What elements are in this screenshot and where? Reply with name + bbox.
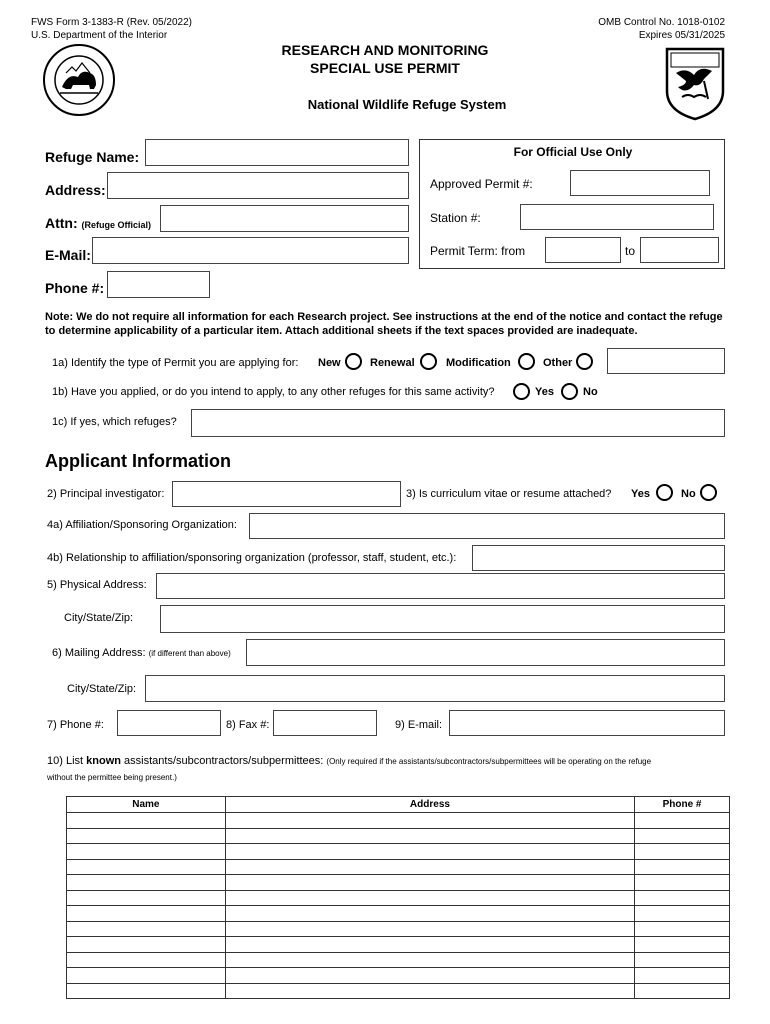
- table-row: [67, 890, 730, 906]
- address-input[interactable]: [107, 172, 409, 199]
- fws-shield-logo: [664, 45, 726, 121]
- assistant-address-cell[interactable]: [225, 937, 634, 953]
- station-label: Station #:: [430, 211, 481, 225]
- assistants-table-header: [67, 797, 730, 813]
- assistant-address-cell[interactable]: [225, 844, 634, 860]
- form-title-line1: RESEARCH AND MONITORING: [281, 42, 489, 58]
- assistant-address-cell[interactable]: [225, 921, 634, 937]
- assistants-col-address: Address: [225, 797, 634, 813]
- assistant-address-cell[interactable]: [225, 813, 634, 829]
- assistant-name-cell[interactable]: [67, 937, 226, 953]
- cv-no-radio[interactable]: [700, 484, 717, 501]
- other-refuges-no-label: No: [583, 386, 598, 398]
- assistant-name-cell[interactable]: [67, 859, 226, 875]
- assistant-name-cell[interactable]: [67, 921, 226, 937]
- assistant-name-cell[interactable]: [67, 813, 226, 829]
- station-input[interactable]: [520, 204, 714, 230]
- omb-control: OMB Control No. 1018-0102: [598, 17, 725, 28]
- approved-permit-label: Approved Permit #:: [430, 177, 533, 191]
- assistant-address-cell[interactable]: [225, 906, 634, 922]
- permit-term-to-label: to: [625, 244, 636, 258]
- assistants-label-post: assistants/subcontractors/subpermittees:: [120, 755, 324, 767]
- table-row: [67, 875, 730, 891]
- table-row: [67, 983, 730, 999]
- assistant-phone-cell[interactable]: [635, 921, 730, 937]
- applicant-info-heading: Applicant Information: [45, 451, 231, 471]
- fax-label: 8) Fax #:: [226, 719, 270, 731]
- cv-attached-label: 3) Is curriculum vitae or resume attached?: [406, 488, 612, 500]
- which-refuges-input[interactable]: [191, 409, 725, 437]
- permit-type-renewal-radio[interactable]: [420, 353, 437, 370]
- address-label: Address:: [45, 182, 106, 198]
- table-row: [67, 921, 730, 937]
- relationship-label: 4b) Relationship to affiliation/sponsoring organization (professor, staff, student, etc.):: [47, 552, 457, 564]
- relationship-input[interactable]: [472, 545, 725, 571]
- phone-label: Phone #:: [45, 280, 105, 296]
- which-refuges-label: 1c) If yes, which refuges?: [52, 416, 177, 428]
- assistants-label-bold: known: [86, 755, 121, 767]
- refuge-name-label: Refuge Name:: [45, 149, 140, 165]
- principal-investigator-label: 2) Principal investigator:: [47, 488, 165, 500]
- assistant-name-cell[interactable]: [67, 983, 226, 999]
- city-state-zip-input-2[interactable]: [145, 675, 725, 702]
- affiliation-label: 4a) Affiliation/Sponsoring Organization:: [47, 519, 237, 531]
- physical-address-label: 5) Physical Address:: [47, 579, 147, 591]
- permit-type-modification-label: Modification: [446, 357, 511, 369]
- assistant-name-cell[interactable]: [67, 828, 226, 844]
- mailing-address-label: [52, 647, 231, 659]
- permit-type-new-radio[interactable]: [345, 353, 362, 370]
- assistants-label-pre: 10) List: [47, 755, 87, 767]
- assistant-phone-cell[interactable]: [635, 844, 730, 860]
- cv-yes-label: Yes: [631, 488, 650, 500]
- official-use-title: For Official Use Only: [513, 145, 633, 159]
- table-row: [67, 859, 730, 875]
- assistant-address-cell[interactable]: [225, 859, 634, 875]
- assistant-name-cell[interactable]: [67, 952, 226, 968]
- attn-label-text: Attn:: [45, 215, 78, 231]
- mailing-address-label-text: 6) Mailing Address:: [52, 647, 146, 659]
- assistant-phone-cell[interactable]: [635, 952, 730, 968]
- assistant-phone-cell[interactable]: [635, 813, 730, 829]
- assistant-address-cell[interactable]: [225, 875, 634, 891]
- assistant-name-cell[interactable]: [67, 968, 226, 984]
- other-refuges-no-radio[interactable]: [561, 383, 578, 400]
- permit-type-renewal-label: Renewal: [370, 357, 415, 369]
- assistant-name-cell[interactable]: [67, 844, 226, 860]
- permit-term-to-input[interactable]: [640, 237, 719, 263]
- assistant-phone-cell[interactable]: [635, 828, 730, 844]
- permit-type-modification-radio[interactable]: [518, 353, 535, 370]
- form-subtitle: National Wildlife Refuge System: [307, 97, 507, 112]
- assistant-phone-cell[interactable]: [635, 906, 730, 922]
- instructions-note: Note: We do not require all information for each Research project. See instructions at the end of the notice and contact the refuge to determine applicability of a particular item. Attach additional sheets if the text spaces provided are inadequate.: [45, 311, 723, 337]
- assistant-address-cell[interactable]: [225, 890, 634, 906]
- assistants-col-phone: Phone #: [635, 797, 730, 813]
- assistant-phone-cell[interactable]: [635, 983, 730, 999]
- city-state-zip-label-1: City/State/Zip:: [64, 612, 134, 624]
- city-state-zip-label-2: City/State/Zip:: [67, 683, 137, 695]
- assistant-address-cell[interactable]: [225, 952, 634, 968]
- form-title-line2: SPECIAL USE PERMIT: [310, 60, 460, 76]
- permit-type-other-radio[interactable]: [576, 353, 593, 370]
- assistant-address-cell[interactable]: [225, 968, 634, 984]
- permit-type-label: 1a) Identify the type of Permit you are applying for:: [52, 357, 299, 369]
- phone-input[interactable]: [107, 271, 210, 298]
- other-refuges-label: 1b) Have you applied, or do you intend to apply, to any other refuges for this same activity?: [52, 386, 495, 398]
- mailing-address-input[interactable]: [246, 639, 725, 666]
- assistant-name-cell[interactable]: [67, 875, 226, 891]
- form-number: FWS Form 3-1383-R (Rev. 05/2022): [31, 17, 192, 28]
- official-use-panel: [419, 139, 725, 269]
- affiliation-input[interactable]: [249, 513, 725, 539]
- department-name: U.S. Department of the Interior: [31, 30, 168, 41]
- permit-type-other-input[interactable]: [607, 348, 725, 374]
- table-row: [67, 906, 730, 922]
- assistant-name-cell[interactable]: [67, 906, 226, 922]
- attn-input[interactable]: [160, 205, 409, 232]
- applicant-phone-label: 7) Phone #:: [47, 719, 104, 731]
- permit-type-new-label: New: [318, 357, 341, 369]
- table-row: [67, 968, 730, 984]
- assistant-phone-cell[interactable]: [635, 968, 730, 984]
- cv-yes-radio[interactable]: [656, 484, 673, 501]
- approved-permit-input[interactable]: [570, 170, 710, 196]
- attn-sub-label: (Refuge Official): [81, 220, 152, 230]
- table-row: [67, 844, 730, 860]
- mailing-address-sub: (if different than above): [148, 649, 231, 658]
- assistants-note-1: (Only required if the assistants/subcontractors/subpermittees will be operating on the refuge: [326, 757, 652, 766]
- attn-label: [45, 215, 151, 231]
- other-refuges-yes-radio[interactable]: [513, 383, 530, 400]
- email-input[interactable]: [92, 237, 409, 264]
- table-row: [67, 828, 730, 844]
- assistant-phone-cell[interactable]: [635, 937, 730, 953]
- applicant-email-label: 9) E-mail:: [395, 719, 443, 731]
- assistants-label: [47, 755, 651, 767]
- city-state-zip-input-1[interactable]: [160, 605, 725, 633]
- assistants-table: [66, 796, 730, 999]
- assistants-col-name: Name: [67, 797, 226, 813]
- assistant-phone-cell[interactable]: [635, 859, 730, 875]
- assistant-phone-cell[interactable]: [635, 875, 730, 891]
- email-label: E-Mail:: [45, 247, 91, 263]
- principal-investigator-input[interactable]: [172, 481, 401, 507]
- permit-term-from-input[interactable]: [545, 237, 621, 263]
- table-row: [67, 813, 730, 829]
- table-row: [67, 952, 730, 968]
- permit-term-label: Permit Term: from: [430, 244, 526, 258]
- applicant-phone-input[interactable]: [117, 710, 221, 736]
- applicant-email-input[interactable]: [449, 710, 725, 736]
- assistant-name-cell[interactable]: [67, 890, 226, 906]
- expiration-date: Expires 05/31/2025: [638, 30, 725, 41]
- refuge-name-input[interactable]: [145, 139, 409, 166]
- cv-no-label: No: [681, 488, 696, 500]
- permit-type-other-label: Other: [543, 357, 573, 369]
- assistants-note-2: without the permittee being present.): [47, 773, 177, 782]
- table-row: [67, 937, 730, 953]
- assistant-address-cell[interactable]: [225, 828, 634, 844]
- other-refuges-yes-label: Yes: [535, 386, 554, 398]
- physical-address-input[interactable]: [156, 573, 725, 599]
- fax-input[interactable]: [273, 710, 377, 736]
- assistant-phone-cell[interactable]: [635, 890, 730, 906]
- assistant-address-cell[interactable]: [225, 983, 634, 999]
